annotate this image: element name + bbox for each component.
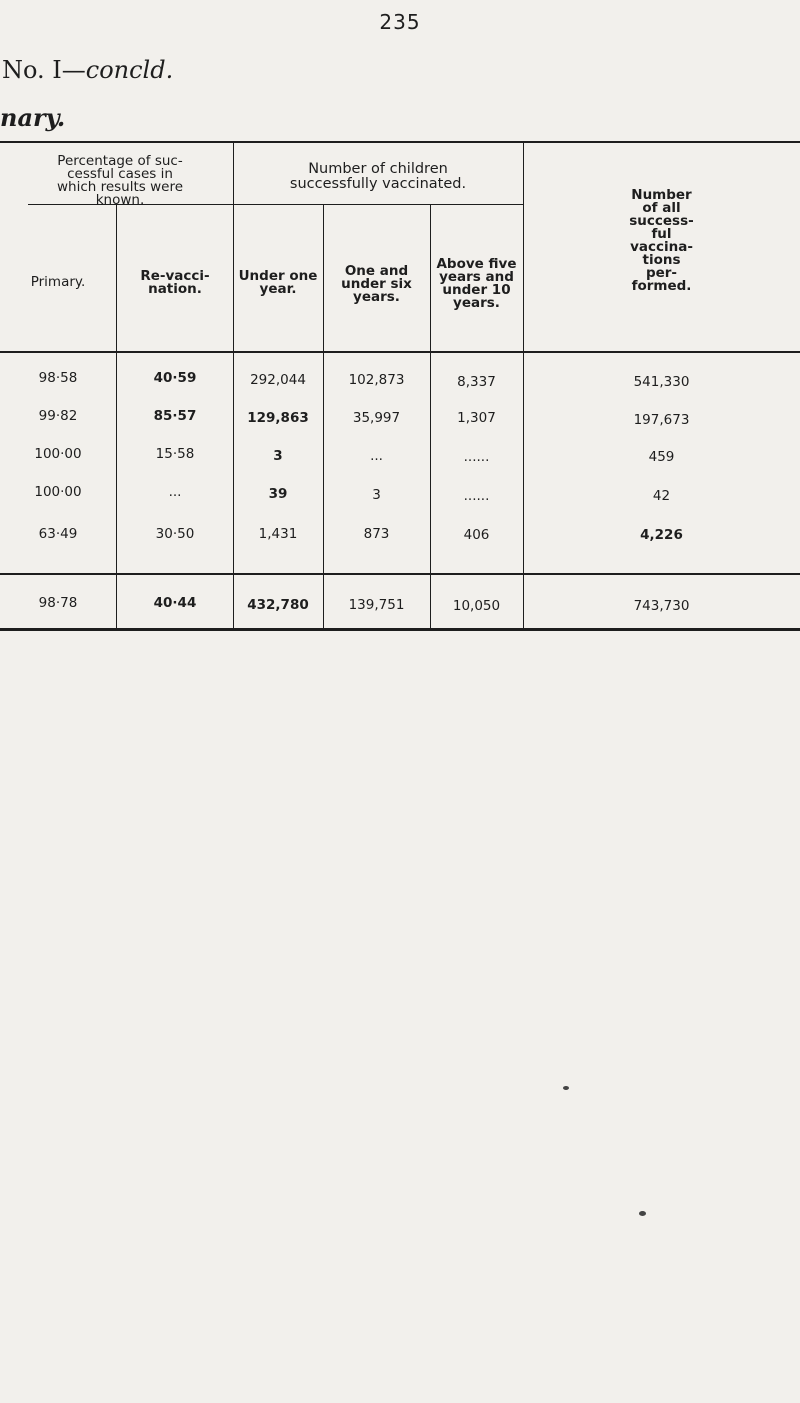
total-revaccination: 40·44 [153,595,197,611]
cell-one-to-six-years: 873 [363,526,390,542]
cell-five-to-ten-years: 1,307 [457,410,496,426]
header-bottom-rule [0,351,800,353]
cell-total: 197,673 [633,412,690,428]
header-children-group: Number of children successfully vaccinated. [289,161,467,192]
cell-revaccination: 85·57 [153,408,197,424]
total-five-to-ten-years: 10,050 [452,598,501,614]
header-primary: Primary. [30,274,86,290]
section-title: nary. [0,103,66,132]
table-reference-suffix: concld. [85,56,174,84]
cell-one-to-six-years: 102,873 [348,372,405,388]
total-one-to-six-years: 139,751 [348,597,405,613]
cell-five-to-ten-years: ...... [463,449,490,465]
cell-under-one-year: 292,044 [250,372,306,388]
cell-revaccination: 40·59 [153,370,197,386]
cell-under-one-year: 39 [268,486,288,502]
total-all-vaccinations: 743,730 [633,598,690,614]
cell-primary: 100·00 [34,484,82,500]
header-percentage-group: Percentage of suc- cessful cases in which results were known. [56,153,184,208]
cell-one-to-six-years: 35,997 [352,410,401,426]
cell-revaccination: 15·58 [155,446,195,462]
bottom-rule [0,628,800,631]
header-one-to-six-years: One and under six years. [341,263,412,305]
cell-primary: 100·00 [34,446,82,462]
total-under-one-year: 432,780 [247,597,309,613]
header-revaccination: Re-vacci- nation. [140,268,210,297]
cell-total: 541,330 [633,374,690,390]
total-primary: 98·78 [38,595,78,611]
cell-five-to-ten-years: 406 [463,527,490,543]
top-rule [0,141,800,143]
cell-total: 459 [648,449,675,465]
cell-primary: 99·82 [38,408,78,424]
cell-five-to-ten-years: ...... [463,488,490,504]
cell-under-one-year: 1,431 [258,526,298,542]
cell-revaccination: 30·50 [155,526,195,542]
table-reference [2,56,173,84]
cell-primary: 63·49 [38,526,78,542]
paper-speck [563,1086,569,1090]
column-divider-1 [116,205,117,628]
cell-five-to-ten-years: 8,337 [457,374,496,390]
header-under-one-year: Under one year. [238,268,318,297]
cell-revaccination: ... [168,484,182,500]
cell-one-to-six-years: 3 [372,487,381,503]
table-reference-prefix: No. I— [2,56,86,84]
cell-under-one-year: 129,863 [247,410,309,426]
paper-speck [639,1211,646,1216]
cell-one-to-six-years: ... [370,448,383,464]
page-number: 235 [379,10,421,34]
totals-rule [0,573,800,575]
header-five-to-ten-years: Above five years and under 10 years. [436,256,517,311]
cell-under-one-year: 3 [273,448,283,464]
cell-total: 4,226 [640,527,683,543]
header-total-vaccinations: Number of all success- ful vaccina- tions per- formed. [629,187,694,294]
cell-primary: 98·58 [38,370,78,386]
cell-total: 42 [652,488,671,504]
